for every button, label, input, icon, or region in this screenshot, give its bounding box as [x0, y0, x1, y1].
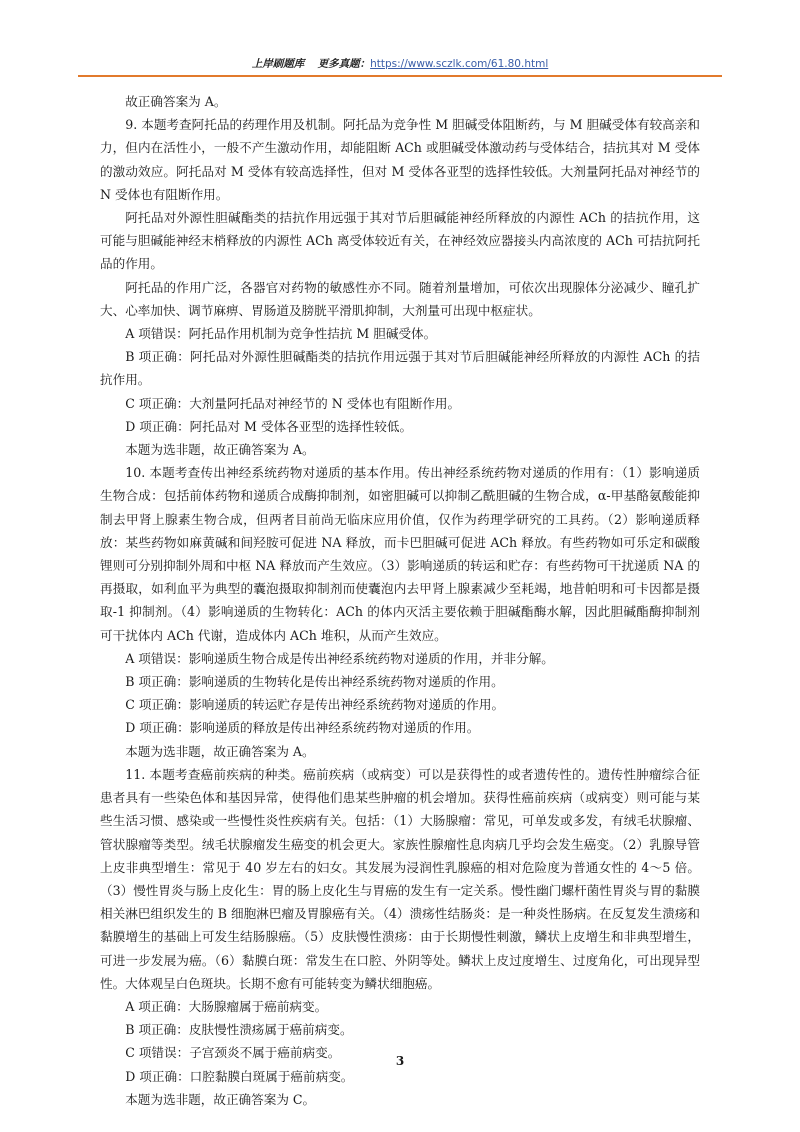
question-10-explanation: 10. 本题考查传出神经系统药物对递质的基本作用。传出神经系统药物对递质的作用有：（1）影响递质生物合成：包括前体药物和递质合成酶抑制剂，如密胆碱可以抑制乙酰胆碱的生物合成，α-甲基酪氨酸能抑制去甲肾上腺素生物合成，但两者目前尚无临床应用价值，仅作为药理学研究的工具药。（2）影响递质释放：某些药物如麻黄碱和间羟胺可促进 NA 释放，而卡巴胆碱可促进 ACh 释放。有些药物如可乐定和碳酸锂则可分别抑制外周和中枢 NA 释放而产生效应。（3）影响递质的转运和贮存：有些药物可干扰递质 NA 的再摄取，如利血平为典型的囊泡摄取抑制剂而使囊泡内去甲肾上腺素减少至耗竭，地昔帕明和可卡因都是摄取-1 抑制剂。（4）影响递质的生物转化：ACh 的体内灭活主要依赖于胆碱酯酶水解，因此胆碱酯酶抑制剂可干扰体内 ACh 代谢，造成体内 ACh 堆积，从而产生效应。: [100, 465, 700, 643]
option-a-analysis: A 项错误：影响递质生物合成是传出神经系统药物对递质的作用，并非分解。: [125, 650, 554, 666]
option-b-analysis: B 项正确：影响递质的生物转化是传出神经系统药物对递质的作用。: [125, 674, 504, 690]
option-b-analysis: B 项正确：皮肤慢性溃疡属于癌前病变。: [125, 1022, 353, 1038]
answer-line: 本题为选非题，故正确答案为 A。: [125, 743, 315, 759]
answer-line: 故正确答案为 A。: [125, 94, 227, 109]
option-a-analysis: A 项错误：阿托品作用机制为竞争性拮抗 M 胆碱受体。: [125, 326, 437, 342]
answer-line: 本题为选非题，故正确答案为 A。: [125, 442, 315, 458]
header-site-name: 上岸刷题库: [251, 58, 305, 70]
document-body: [100, 90, 700, 1111]
page-number: 3: [395, 1054, 405, 1068]
option-d-analysis: D 项正确：影响递质的释放是传出神经系统药物对递质的作用。: [125, 720, 480, 736]
header-url-link[interactable]: https://www.sczlk.com/61.80.html: [370, 58, 549, 70]
option-d-analysis: D 项正确：口腔黏膜白斑属于癌前病变。: [125, 1068, 354, 1084]
option-a-analysis: A 项正确：大肠腺瘤属于癌前病变。: [125, 998, 328, 1014]
question-9-explanation: 9. 本题考查阿托品的药理作用及机制。阿托品为竞争性 M 胆碱受体阻断药，与 M 胆碱受体有较高亲和力，但内在活性小，一般不产生激动作用，却能阻断 ACh 或胆碱受体激动药与受体结合，拮抗其对 M 受体的激动效应。阿托品对 M 受体有较高选择性，但对 M 受体各亚型的选择性较低。大剂量阿托品对神经节的 N 受体也有阻断作用。: [100, 117, 700, 202]
option-b-analysis: B 项正确：阿托品对外源性胆碱酯类的拮抗作用远强于其对节后胆碱能神经所释放的内源性 ACh 的拮抗作用。: [100, 349, 700, 388]
paragraph: 阿托品对外源性胆碱酯类的拮抗作用远强于其对节后胆碱能神经所释放的内源性 ACh 的拮抗作用，这可能与胆碱能神经末梢释放的内源性 ACh 离受体较近有关，在神经效应器接头内高浓度的 ACh 可拮抗阿托品的作用。: [100, 210, 700, 272]
option-c-analysis: C 项正确：影响递质的转运贮存是传出神经系统药物对递质的作用。: [125, 697, 505, 713]
page-header: [78, 56, 722, 76]
question-11-explanation: 11. 本题考查癌前疾病的种类。癌前疾病（或病变）可以是获得性的或者遗传性的。遗传性肿瘤综合征患者具有一些染色体和基因异常，使得他们患某些肿瘤的机会增加。获得性癌前疾病（或病变）则可能与某些生活习惯、感染或一些慢性炎性疾病有关。包括：（1）大肠腺瘤：常见，可单发或多发，有绒毛状腺瘤、管状腺瘤等类型。绒毛状腺瘤发生癌变的机会更大。家族性腺瘤性息肉病几乎均会发生癌变。（2）乳腺导管上皮非典型增生：常见于 40 岁左右的妇女。其发展为浸润性乳腺癌的相对危险度为普通女性的 4～5 倍。（3）慢性胃炎与肠上皮化生：胃的肠上皮化生与胃癌的发生有一定关系。慢性幽门螺杆菌性胃炎与胃的黏膜相关淋巴组织发生的 B 细胞淋巴瘤及胃腺癌有关。（4）溃疡性结肠炎：是一种炎性肠病。在反复发生溃疡和黏膜增生的基础上可发生结肠腺癌。（5）皮肤慢性溃疡：由于长期慢性刺激，鳞状上皮增生和非典型增生，可进一步发展为癌。（6）黏膜白斑：常发生在口腔、外阴等处。鳞状上皮过度增生、过度角化，可出现异型性。大体观呈白色斑块。长期不愈有可能转变为鳞状细胞癌。: [100, 766, 700, 991]
answer-line: 本题为选非题，故正确答案为 C。: [125, 1091, 316, 1107]
option-d-analysis: D 项正确：阿托品对 M 受体各亚型的选择性较低。: [125, 418, 413, 434]
header-divider: [78, 75, 722, 77]
header-more-label: 更多真题：: [317, 58, 371, 70]
option-c-analysis: C 项错误：子宫颈炎不属于癌前病变。: [125, 1045, 341, 1061]
option-c-analysis: C 项正确：大剂量阿托品对神经节的 N 受体也有阻断作用。: [125, 395, 461, 411]
paragraph: 阿托品的作用广泛，各器官对药物的敏感性亦不同。随着剂量增加，可依次出现腺体分泌减少、瞳孔扩大、心率加快、调节麻痹、胃肠道及膀胱平滑肌抑制，大剂量可出现中枢症状。: [100, 279, 700, 318]
